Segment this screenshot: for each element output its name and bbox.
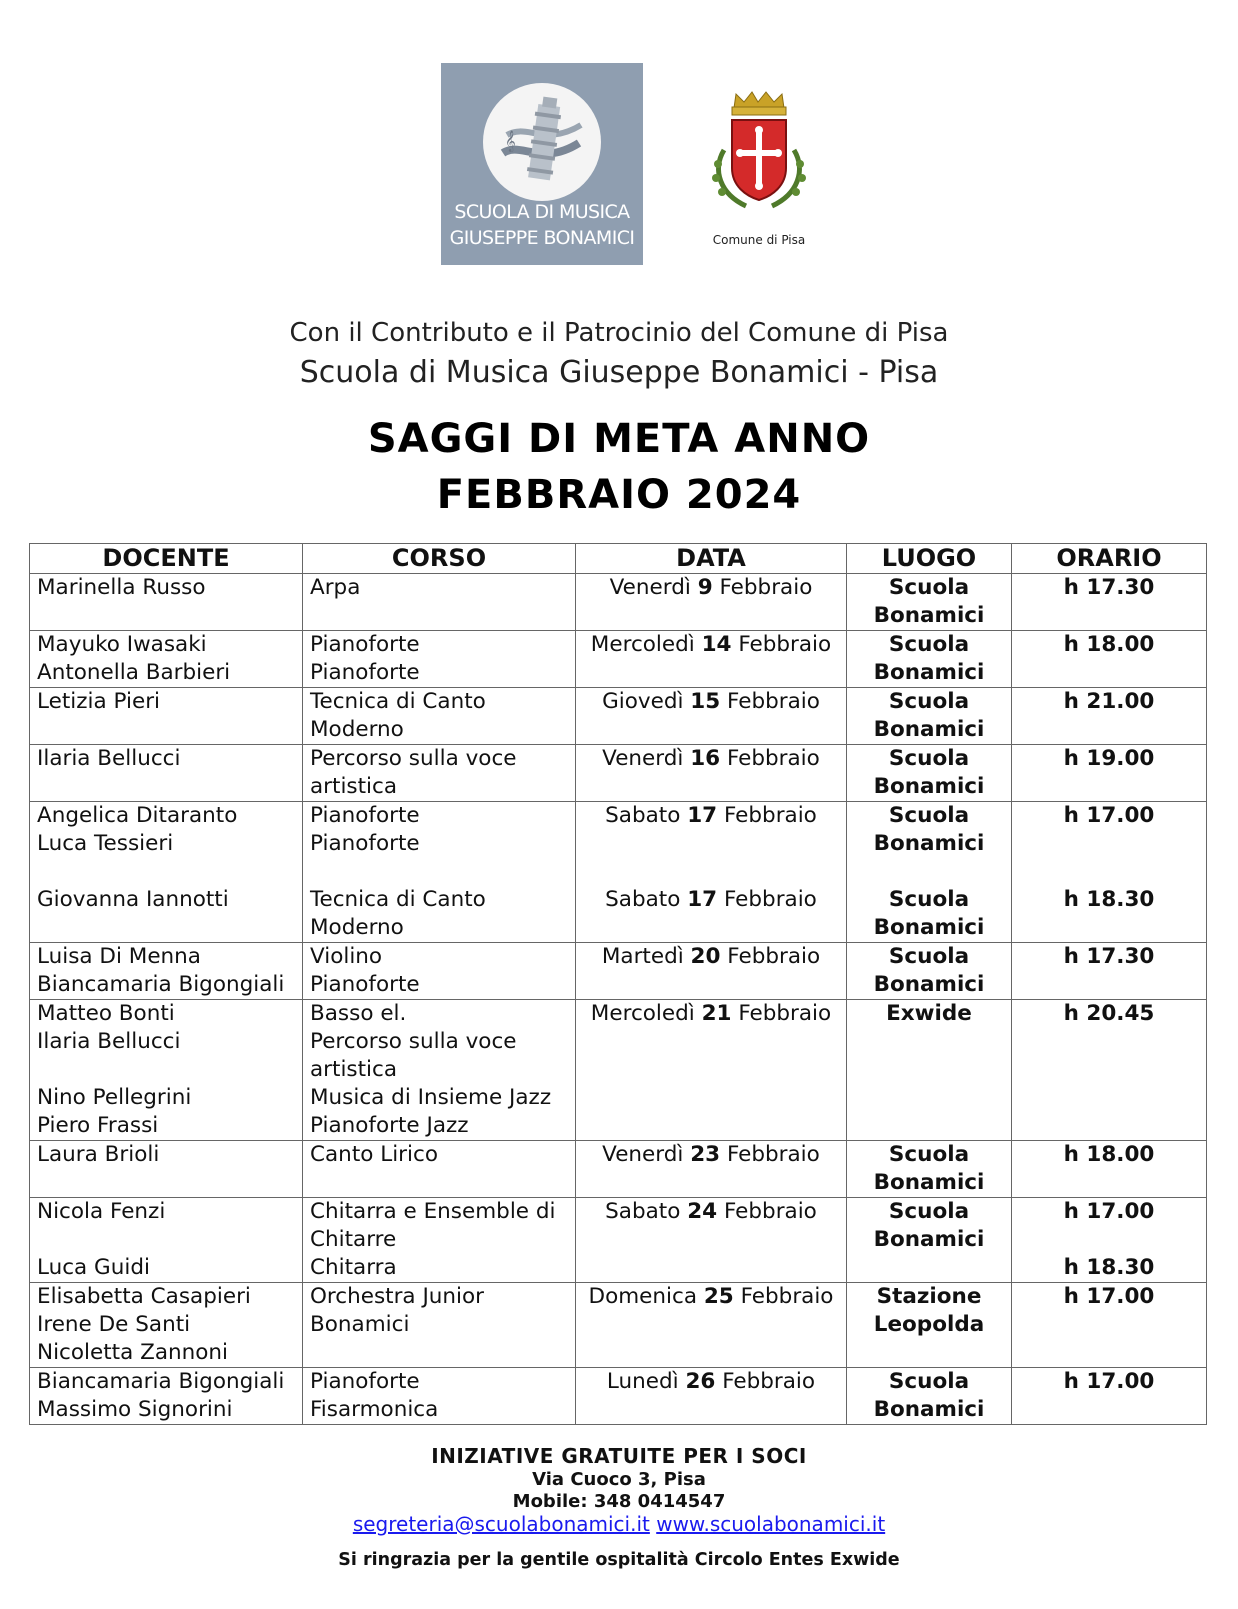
docente-line: Matteo Bonti <box>37 1001 175 1026</box>
orario-line: h 17.30 <box>1063 575 1155 600</box>
table-row <box>30 1198 1207 1283</box>
cell-docente <box>30 688 303 745</box>
date-text: Giovedì <box>602 689 691 714</box>
cell-data <box>576 1283 847 1368</box>
table-row <box>30 574 1207 631</box>
corso-line: Orchestra Junior <box>310 1284 485 1309</box>
cell-data <box>576 1198 847 1283</box>
date-line <box>576 1368 846 1396</box>
date-text: Venerdì <box>602 746 691 771</box>
orario-line: h 18.30 <box>1063 887 1155 912</box>
header-orario: ORARIO <box>1012 544 1207 574</box>
blank-line <box>310 858 575 886</box>
luogo-line: Bonamici <box>873 1227 985 1252</box>
orario-line: h 18.30 <box>1063 1255 1155 1280</box>
cell-docente <box>30 1283 303 1368</box>
blank-line <box>37 1056 302 1084</box>
blank-line <box>1012 830 1206 858</box>
sponsorship-line: Con il Contributo e il Patrocinio del Comune di Pisa <box>289 318 949 348</box>
date-text: Sabato <box>605 803 688 828</box>
cell-orario <box>1012 574 1207 631</box>
blank-line <box>1012 858 1206 886</box>
cell-orario <box>1012 1198 1207 1283</box>
luogo-line: Scuola <box>888 689 970 714</box>
header-docente: DOCENTE <box>30 544 303 574</box>
luogo-line: Scuola <box>888 1199 970 1224</box>
contact-links <box>0 1512 1238 1536</box>
corso-line: Moderno <box>310 717 404 742</box>
cell-corso <box>303 688 576 745</box>
date-text: Febbraio <box>720 689 820 714</box>
docente-line: Piero Frassi <box>37 1113 159 1138</box>
date-text: Venerdì <box>602 1142 691 1167</box>
cell-docente <box>30 745 303 802</box>
docente-line: Biancamaria Bigongiali <box>37 972 285 997</box>
orario-line: h 17.00 <box>1063 1199 1155 1224</box>
cell-orario <box>1012 1283 1207 1368</box>
cell-orario <box>1012 745 1207 802</box>
cell-luogo <box>847 802 1012 943</box>
luogo-line: Scuola <box>888 1369 970 1394</box>
date-line <box>576 574 846 602</box>
orario-line: h 19.00 <box>1063 746 1155 771</box>
cell-corso <box>303 1283 576 1368</box>
cell-corso <box>303 745 576 802</box>
date-line <box>576 1141 846 1169</box>
corso-line: Chitarra e Ensemble di <box>310 1199 556 1224</box>
cell-docente <box>30 802 303 943</box>
blank-line <box>576 830 846 858</box>
email-link[interactable]: segreteria@scuolabonamici.it <box>352 1512 650 1536</box>
docente-line: Ilaria Bellucci <box>37 746 181 771</box>
corso-line: Pianoforte <box>310 632 420 657</box>
docente-line: Luca Guidi <box>37 1255 150 1280</box>
docente-line: Marinella Russo <box>37 575 206 600</box>
schedule-body <box>30 574 1207 1425</box>
cell-orario <box>1012 631 1207 688</box>
docente-line: Antonella Barbieri <box>37 660 231 685</box>
orario-line: h 18.00 <box>1063 632 1155 657</box>
svg-text:𝄞: 𝄞 <box>505 131 516 152</box>
docente-line: Luisa Di Menna <box>37 944 201 969</box>
cell-luogo <box>847 1000 1012 1141</box>
cell-data <box>576 688 847 745</box>
cell-luogo <box>847 745 1012 802</box>
corso-line: Bonamici <box>310 1312 410 1337</box>
luogo-line: Scuola <box>888 944 970 969</box>
date-line <box>576 631 846 659</box>
docente-line: Letizia Pieri <box>37 689 161 714</box>
corso-line: Musica di Insieme Jazz <box>310 1085 552 1110</box>
luogo-line: Scuola <box>888 887 970 912</box>
blank-line <box>576 858 846 886</box>
corso-line: Canto Lirico <box>310 1142 438 1167</box>
date-text: Febbraio <box>731 1001 832 1026</box>
corso-line: Tecnica di Canto <box>310 689 486 714</box>
docente-line: Biancamaria Bigongiali <box>37 1369 285 1394</box>
cell-data <box>576 1368 847 1425</box>
date-day-number: 17 <box>687 803 718 828</box>
luogo-line: Bonamici <box>873 1397 985 1422</box>
date-day-number: 14 <box>701 632 732 657</box>
school-logo-line1: SCUOLA DI MUSICA <box>454 201 630 223</box>
cell-corso <box>303 1141 576 1198</box>
cell-data <box>576 802 847 943</box>
orario-line: h 17.30 <box>1063 944 1155 969</box>
date-text: Febbraio <box>712 575 813 600</box>
date-text: Febbraio <box>717 1199 817 1224</box>
date-day-number: 23 <box>690 1142 721 1167</box>
corso-line: Moderno <box>310 915 404 940</box>
cell-orario <box>1012 802 1207 943</box>
cell-data <box>576 631 847 688</box>
luogo-line: Scuola <box>888 1142 970 1167</box>
corso-line: Percorso sulla voce <box>310 746 517 771</box>
table-header-row <box>30 544 1207 574</box>
docente-line: Mayuko Iwasaki <box>37 632 207 657</box>
date-line <box>576 802 846 830</box>
cell-luogo <box>847 631 1012 688</box>
docente-line: Ilaria Bellucci <box>37 1029 181 1054</box>
date-text: Mercoledì <box>590 632 702 657</box>
luogo-line: Bonamici <box>873 972 985 997</box>
address: Via Cuoco 3, Pisa <box>532 1469 706 1490</box>
header-luogo: LUOGO <box>847 544 1012 574</box>
date-text: Febbraio <box>717 803 817 828</box>
cell-docente <box>30 574 303 631</box>
date-day-number: 16 <box>690 746 721 771</box>
corso-line: Violino <box>310 944 383 969</box>
cell-data <box>576 574 847 631</box>
date-text: Martedì <box>601 944 691 969</box>
luogo-line: Scuola <box>888 632 970 657</box>
luogo-line: Bonamici <box>873 1170 985 1195</box>
corso-line: Basso el. <box>310 1001 407 1026</box>
luogo-line: Leopolda <box>873 1312 985 1337</box>
table-row <box>30 1141 1207 1198</box>
cell-docente <box>30 943 303 1000</box>
cell-luogo <box>847 1368 1012 1425</box>
luogo-line: Bonamici <box>873 774 985 799</box>
luogo-line: Scuola <box>888 575 970 600</box>
crest-caption: Comune di Pisa <box>712 233 806 247</box>
table-row <box>30 1283 1207 1368</box>
orario-line: h 18.00 <box>1063 1142 1155 1167</box>
phone: Mobile: 348 0414547 <box>512 1491 726 1512</box>
docente-line: Laura Brioli <box>37 1142 160 1167</box>
corso-line: Pianoforte <box>310 660 420 685</box>
blank-line <box>847 858 1011 886</box>
date-text: Sabato <box>605 887 688 912</box>
luogo-line: Exwide <box>886 1001 972 1026</box>
date-text: Febbraio <box>720 1142 820 1167</box>
orario-line: h 21.00 <box>1063 689 1155 714</box>
date-text: Febbraio <box>733 1284 834 1309</box>
corso-line: Pianoforte <box>310 1369 420 1394</box>
date-day-number: 24 <box>687 1199 718 1224</box>
corso-line: Chitarre <box>310 1227 397 1252</box>
cell-luogo <box>847 1283 1012 1368</box>
docente-line: Nicoletta Zannoni <box>37 1340 229 1365</box>
docente-line: Massimo Signorini <box>37 1397 233 1422</box>
event-title: SAGGI DI META ANNO <box>367 416 871 462</box>
docente-line: Irene De Santi <box>37 1312 191 1337</box>
date-day-number: 9 <box>697 575 713 600</box>
docente-line: Angelica Ditaranto <box>37 803 238 828</box>
cell-data <box>576 943 847 1000</box>
cell-docente <box>30 1141 303 1198</box>
date-line <box>576 688 846 716</box>
date-text: Febbraio <box>720 944 821 969</box>
date-text: Febbraio <box>731 632 832 657</box>
table-row <box>30 688 1207 745</box>
luogo-line: Stazione <box>876 1284 982 1309</box>
school-logo-line2: GIUSEPPE BONAMICI <box>449 227 635 249</box>
corso-line: Pianoforte <box>310 803 420 828</box>
corso-line: Arpa <box>310 575 361 600</box>
blank-line <box>37 1226 302 1254</box>
cell-corso <box>303 631 576 688</box>
docente-line: Nicola Fenzi <box>37 1199 166 1224</box>
date-line <box>576 943 846 971</box>
thanks-note: Si ringrazia per la gentile ospitalità Circolo Entes Exwide <box>338 1550 900 1570</box>
cell-luogo <box>847 574 1012 631</box>
date-text: Venerdì <box>609 575 698 600</box>
date-text: Sabato <box>605 1199 688 1224</box>
cell-corso <box>303 1198 576 1283</box>
luogo-line: Bonamici <box>873 831 985 856</box>
cell-corso <box>303 943 576 1000</box>
blank-line <box>1012 1226 1206 1254</box>
table-row <box>30 745 1207 802</box>
cell-data <box>576 745 847 802</box>
date-day-number: 17 <box>687 887 718 912</box>
cell-docente <box>30 1198 303 1283</box>
date-line <box>576 1000 846 1028</box>
school-logo <box>441 63 643 265</box>
event-subtitle: FEBBRAIO 2024 <box>436 472 802 518</box>
docente-line: Giovanna Iannotti <box>37 887 229 912</box>
orario-line: h 17.00 <box>1063 1369 1155 1394</box>
luogo-line: Bonamici <box>873 915 985 940</box>
cell-corso <box>303 802 576 943</box>
corso-line: artistica <box>310 774 398 799</box>
corso-line: Tecnica di Canto <box>310 887 486 912</box>
table-row <box>30 802 1207 943</box>
corso-line: artistica <box>310 1057 398 1082</box>
orario-line: h 20.45 <box>1063 1001 1155 1026</box>
date-day-number: 15 <box>690 689 721 714</box>
cell-luogo <box>847 943 1012 1000</box>
cell-data <box>576 1000 847 1141</box>
table-row <box>30 631 1207 688</box>
docente-line: Luca Tessieri <box>37 831 174 856</box>
cell-corso <box>303 574 576 631</box>
corso-line: Chitarra <box>310 1255 397 1280</box>
free-events-note: INIZIATIVE GRATUITE PER I SOCI <box>431 1444 807 1468</box>
pisa-crest-icon <box>702 90 812 220</box>
date-day-number: 25 <box>703 1284 734 1309</box>
cell-docente <box>30 1368 303 1425</box>
date-day-number: 26 <box>685 1369 716 1394</box>
date-day-number: 21 <box>701 1001 732 1026</box>
luogo-line: Bonamici <box>873 603 985 628</box>
cell-orario <box>1012 1368 1207 1425</box>
date-text: Febbraio <box>715 1369 816 1394</box>
corso-line: Fisarmonica <box>310 1397 439 1422</box>
cell-orario <box>1012 688 1207 745</box>
date-day-number: 20 <box>690 944 721 969</box>
cell-corso <box>303 1000 576 1141</box>
cell-docente <box>30 1000 303 1141</box>
date-line <box>576 745 846 773</box>
cell-docente <box>30 631 303 688</box>
cell-orario <box>1012 1000 1207 1141</box>
corso-line: Pianoforte Jazz <box>310 1113 469 1138</box>
cell-luogo <box>847 1198 1012 1283</box>
blank-line <box>37 858 302 886</box>
leaning-tower-emblem-icon <box>483 83 601 201</box>
date-text: Febbraio <box>717 887 817 912</box>
corso-line: Pianoforte <box>310 831 420 856</box>
orario-line: h 17.00 <box>1063 1284 1155 1309</box>
cell-luogo <box>847 688 1012 745</box>
cell-data <box>576 1141 847 1198</box>
date-line <box>576 1283 846 1311</box>
cell-orario <box>1012 943 1207 1000</box>
school-name-line: Scuola di Musica Giuseppe Bonamici - Pisa <box>299 355 939 390</box>
date-line <box>576 886 846 914</box>
date-line <box>576 1198 846 1226</box>
luogo-line: Scuola <box>888 746 970 771</box>
corso-line: Percorso sulla voce <box>310 1029 517 1054</box>
header-data: DATA <box>576 544 847 574</box>
date-text: Mercoledì <box>590 1001 702 1026</box>
corso-line: Pianoforte <box>310 972 420 997</box>
table-row <box>30 943 1207 1000</box>
cell-luogo <box>847 1141 1012 1198</box>
luogo-line: Bonamici <box>873 660 985 685</box>
date-text: Lunedì <box>606 1369 686 1394</box>
orario-line: h 17.00 <box>1063 803 1155 828</box>
cell-orario <box>1012 1141 1207 1198</box>
docente-line: Nino Pellegrini <box>37 1085 192 1110</box>
luogo-line: Bonamici <box>873 717 985 742</box>
schedule-table <box>29 543 1207 1425</box>
date-text: Febbraio <box>720 746 820 771</box>
header-corso: CORSO <box>303 544 576 574</box>
date-text: Domenica <box>588 1284 704 1309</box>
docente-line: Elisabetta Casapieri <box>37 1284 251 1309</box>
table-row <box>30 1000 1207 1141</box>
website-link[interactable]: www.scuolabonamici.it <box>656 1512 886 1536</box>
luogo-line: Scuola <box>888 803 970 828</box>
cell-corso <box>303 1368 576 1425</box>
table-row <box>30 1368 1207 1425</box>
